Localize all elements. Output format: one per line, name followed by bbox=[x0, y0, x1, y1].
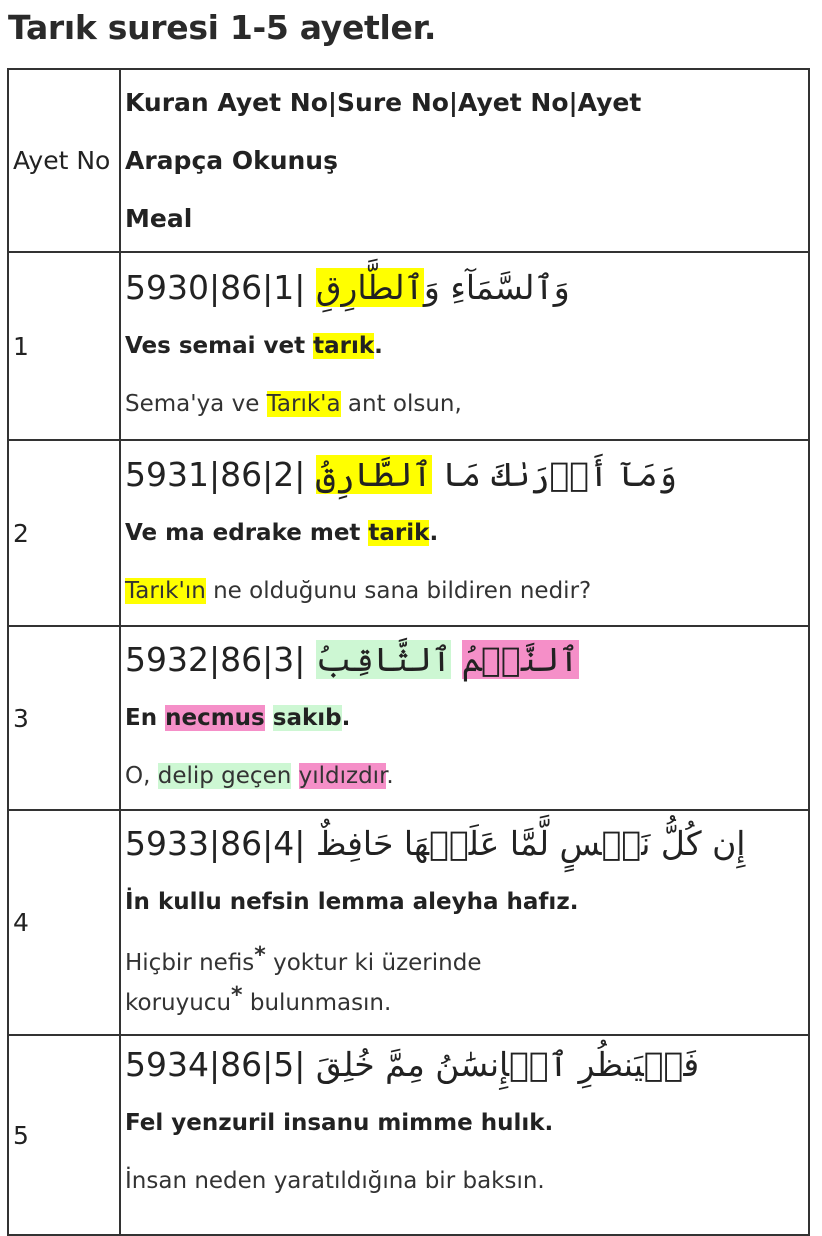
header-cell bbox=[120, 69, 809, 252]
ayet-no: 3 bbox=[8, 626, 120, 810]
transliteration bbox=[125, 689, 808, 747]
highlight-pink: necmus bbox=[165, 705, 265, 731]
transliteration: Fel yenzuril insanu mimme hulık. bbox=[125, 1110, 554, 1136]
highlight-pink: ٱلنَّجۡمُ bbox=[461, 640, 579, 679]
highlight-green: ٱلثَّاقِبُ bbox=[315, 640, 452, 679]
highlight-pink: yıldızdır bbox=[298, 763, 387, 789]
verse-table bbox=[7, 68, 810, 1236]
header-line-meal: Meal bbox=[125, 203, 193, 233]
meal-text: O, bbox=[125, 763, 158, 789]
highlight-yellow: ٱلطَّارِقِ bbox=[315, 268, 424, 307]
transliteration-text: Ves semai vet bbox=[125, 333, 314, 359]
verse-cell bbox=[120, 626, 809, 810]
verse-cell bbox=[120, 252, 809, 440]
header-line-reading: Arapça Okunuş bbox=[125, 145, 338, 175]
meal-text: koruyucu bbox=[125, 989, 232, 1016]
meal-text: yoktur ki üzerinde bbox=[265, 949, 482, 976]
verse-ref: 5934|86|5| bbox=[125, 1045, 306, 1084]
arabic-verse bbox=[316, 640, 579, 679]
meal-text: Hiçbir nefis bbox=[125, 949, 255, 976]
transliteration bbox=[125, 317, 808, 375]
highlight-green: delip geçen bbox=[157, 763, 292, 789]
table-row bbox=[8, 626, 809, 810]
meal-text: bulunmasın. bbox=[242, 989, 392, 1016]
meal bbox=[125, 747, 808, 805]
table-row bbox=[8, 440, 809, 626]
meal-text: ant olsun, bbox=[340, 391, 462, 417]
transliteration-text: . bbox=[374, 333, 383, 359]
verse-ref: 5931|86|2| bbox=[125, 455, 306, 494]
transliteration-text bbox=[265, 705, 273, 731]
transliteration: İn kullu nefsin lemma aleyha hafız. bbox=[125, 888, 579, 915]
table-row bbox=[8, 252, 809, 440]
arabic-line bbox=[125, 631, 808, 689]
meal-text: Sema'ya ve bbox=[125, 391, 267, 417]
arabic-line bbox=[125, 446, 808, 504]
arabic-verse: إِن كُلُّ نَفۡسٍ لَّمَّا عَلَيۡهَا حَافِظٌ bbox=[315, 823, 746, 863]
highlight-yellow: tarık bbox=[313, 333, 375, 359]
highlight-yellow: Tarık'ın bbox=[125, 578, 206, 604]
footnote-star[interactable]: * bbox=[231, 982, 243, 1008]
arabic-verse: فَلۡيَنظُرِ ٱلۡإِنسَٰنُ مِمَّ خُلِقَ bbox=[315, 1045, 700, 1084]
table-row bbox=[8, 1035, 809, 1235]
transliteration-text: En bbox=[125, 705, 166, 731]
ayet-no: 4 bbox=[8, 810, 120, 1035]
ayet-no: 1 bbox=[8, 252, 120, 440]
verse-ref: 5932|86|3| bbox=[125, 640, 306, 679]
verse-cell bbox=[120, 440, 809, 626]
meal-text: . bbox=[386, 763, 394, 789]
arabic-line bbox=[125, 1036, 808, 1094]
transliteration-text: . bbox=[341, 705, 351, 731]
footnote-star[interactable]: * bbox=[254, 942, 266, 968]
table-row bbox=[8, 810, 809, 1035]
highlight-green: sakıb bbox=[272, 705, 342, 731]
arabic-line bbox=[125, 259, 808, 317]
highlight-yellow: tarik bbox=[368, 520, 430, 546]
highlight-yellow: Tarık'a bbox=[266, 391, 341, 417]
verse-ref: 5933|86|4| bbox=[125, 823, 306, 863]
transliteration-text: . bbox=[429, 520, 439, 546]
meal bbox=[125, 375, 808, 433]
header-ayet-no: Ayet No bbox=[8, 69, 120, 252]
transliteration bbox=[125, 504, 808, 562]
verse-cell bbox=[120, 1035, 809, 1235]
highlight-yellow: ٱلطَّارِقُ bbox=[315, 455, 432, 494]
header-line-ref: Kuran Ayet No|Sure No|Ayet No|Ayet bbox=[125, 87, 642, 117]
meal-text bbox=[291, 763, 298, 789]
verse-ref: 5930|86|1| bbox=[125, 268, 306, 307]
arabic-text: وَمَآ أَدۡرَىٰكَ مَا bbox=[431, 455, 677, 494]
meal bbox=[125, 931, 808, 1031]
ayet-no: 2 bbox=[8, 440, 120, 626]
transliteration-text: Ve ma edrake met bbox=[125, 520, 369, 546]
meal bbox=[125, 562, 808, 620]
arabic-verse bbox=[316, 268, 570, 307]
arabic-line bbox=[125, 815, 808, 873]
table-header-row bbox=[8, 69, 809, 252]
verse-cell bbox=[120, 810, 809, 1035]
arabic-verse bbox=[316, 455, 677, 494]
meal: İnsan neden yaratıldığına bir baksın. bbox=[125, 1168, 545, 1194]
page-title: Tarık suresi 1-5 ayetler. bbox=[8, 8, 437, 47]
ayet-no: 5 bbox=[8, 1035, 120, 1235]
meal-text: ne olduğunu sana bildiren nedir? bbox=[205, 578, 592, 604]
arabic-text: وَٱلسَّمَآءِ وَ bbox=[423, 268, 570, 307]
